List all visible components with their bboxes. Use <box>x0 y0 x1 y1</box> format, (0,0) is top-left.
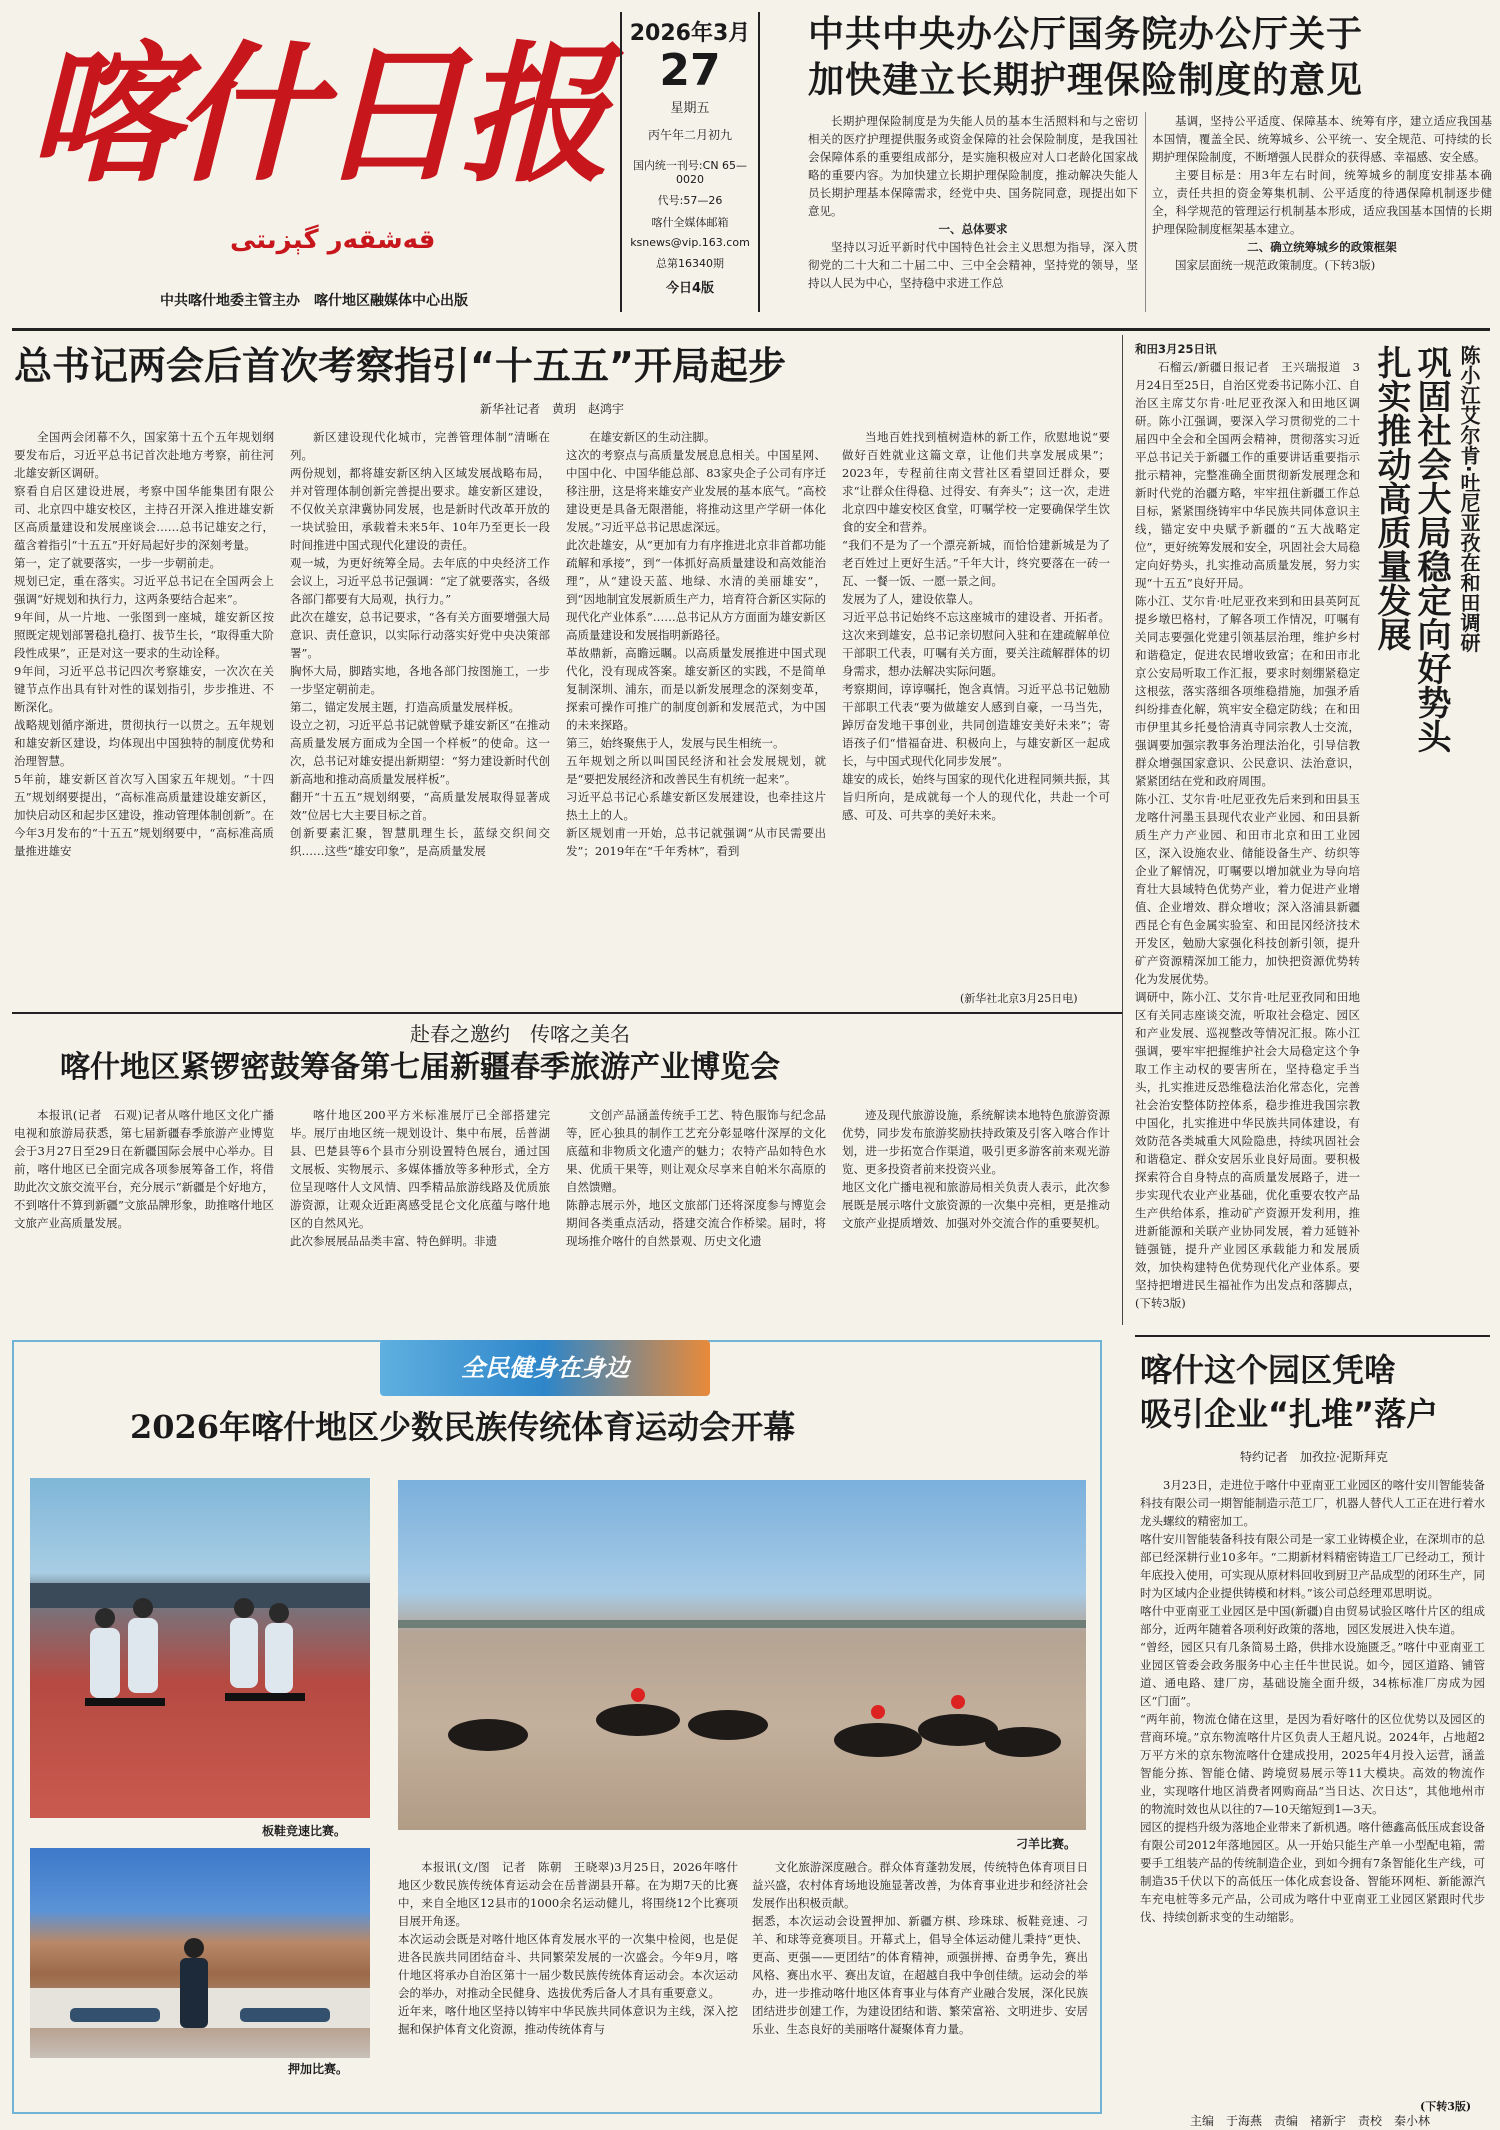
board-shoe-caption: 板鞋竞速比赛。 <box>262 1824 347 1838</box>
top-story-para: 国家层面统一规范政策制度。(下转3版) <box>1175 258 1376 272</box>
right-story-text: 石榴云/新疆日报记者 王兴瑞报道 3月24日至25日，自治区党委书记陈小江、自治区主席艾尔肯·吐尼亚孜深入和田地区调研。陈小江强调，要深入学习贯彻党的二十届四中全会和全国两会精神，贯彻落实习近平总书记关于新疆工作的重要讲话重要指示批示精神，完整准确全面贯彻新发展理念和新时代党的治疆方略，牢牢扭住新疆工作总目标，紧紧围绕铸牢中华民族共同体意识主线，锚定安中央赋予新疆的“五大战略定位”，更好统筹发展和安全，巩固社会大局稳定向好势头，扎实推动高质量发展，努力实现“十五五”良好开局。 陈小江、艾尔肯·吐尼亚孜来到和田县英阿瓦提乡墩巴格村，了解各项工作情况，叮嘱有关同志要强化党建引领基层治理，维护乡村和谐稳定，促进农民增收致富；在和田市北京公安局听取工作汇报，要求时刻绷紧稳定这根弦，落实落细各项维稳措施，加强矛盾纠纷排查化解，筑牢安全稳定防线；在和田市伊里其乡托曼恰清真寺同宗教人士交流，强调要加强宗教事务治理法治化，引导信教群众增强国家意识、公民意识、法治意识，紧紧团结在党和政府周围。 陈小江、艾尔肯·吐尼亚孜先后来到和田县玉龙喀什河墨玉县现代农业产业园、和田县新质生产力产业园、和田市北京和田工业园区，深入设施农业、储能设备生产、纺织等企业了解情况，叮嘱要以增加就业为导向培育壮大县域特色优势产业，着力促进产业增值、企业增效、群众增收；深入洛浦县新疆西昆仑有色金属实验室、和田昆冈经济技术开发区，勉励大家强化科技创新引领，提升矿产资源精深加工能力，加快把资源优势转化为发展优势。 调研中，陈小江、艾尔肯·吐尼亚孜同和田地区有关同志座谈交流，听取社会稳定、园区和产业发展、巡视整改等情况汇报。陈小江强调，要牢牢把握维护社会大局稳定这个争取工作主动权的要害所在，坚持稳定手当头，扎实推进反恐维稳法治化常态化，完善社会治安整体防控体系，稳步推进我国宗教中国化，扎实推进中华民族共同体建设，有效防范各类城重大风险隐患，持续巩固社会和谐稳定、群众安居乐业良好局面。要积极探索符合自身特点的高质量发展路子，进一步实现代农业产业基础，优化重要农牧产品生产供给体系，推动矿产资源开发利用，推进新能源和关联产业协同发展，着力延链补链强链，提升产业园区承载能力和发展质效，加快构建特色优势现代化产业体系。要坚持把增进民生福祉作为出发点和落脚点，(下转3版) <box>1135 360 1360 1310</box>
goat-caption: 刁羊比赛。 <box>1016 1837 1077 1851</box>
lead-text: 新区建设现代化城市，完善管理体制”清晰在列。 两份规划，都将雄安新区纳入区域发展战略布局，并对管理体制创新完善提出要求。雄安新区建设，不仅攸关京津冀协同发展，也是新时代改革开放的一块试验田，承载着未来5年、10年乃至更长一段时间推进中国式现代化建设的责任。 观一城，为更好统筹全局。去年底的中央经济工作会议上，习近平总书记强调：“定了就要落实，各级各部门都要有大局观，执行力。” 此次在雄安，总书记要求，“各有关方面要增强大局意识、责任意识，以实际行动落实好党中央决策部署”。 胸怀大局，脚踏实地，各地各部门按图施工，一步一步坚定朝前走。 第二，锚定发展主题，打造高质量发展样板。 设立之初，习近平总书记就曾赋予雄安新区“在推动高质量发展方面成为全国一个样板”的使命。这一次，总书记对雄安提出新期望：“努力建设新时代创新高地和推动高质量发展样板”。 翻开“十五五”规划纲要，“高质量发展取得显著成效”位居七大主要目标之首。 创新要素汇聚，智慧肌理生长，蓝绿交织间交织……这些“雄安印象”，是高质量发展 <box>290 430 550 858</box>
lead-text: 在雄安新区的生动注脚。 这次的考察点与高质量发展息息相关。中国星网、中国中化、中国华能总部、83家央企子公司有序迁移注册，这是将来雄安产业发展的基本底气。“高校建设更是具备无限潜能，将推动这里产学研一体化发展。”习近平总书记思虑深远。 此次赴雄安，从“更加有力有序推进北京非首都功能疏解和承接”，到“一体抓好高质量建设和高效能治理”，从“建设天蓝、地绿、水清的美丽雄安”，到“因地制宜发展新质生产力，培育符合新区实际的现代化产业体系”……总书记从方方面面为雄安新区高质量建设和发展指明新路径。 革故鼎新，高瞻远瞩。以高质量发展推进中国式现代化，没有现成答案。雄安新区的实践，不是简单复制深圳、浦东，而是以新发展理念的深刻变革，探索可操作可推广的制度创新和发展范式，为中国的未来探路。 第三，始终聚焦于人，发展与民生相统一。 五年规划之所以叫国民经济和社会发展规划，就是“要把发展经济和改善民生有机统一起来”。 习近平总书记心系雄安新区发展建设，也牵挂这片热土上的人。 新区规划甫一开始，总书记就强调“从市民需要出发”；2019年在“千年秀林”，看到 <box>566 430 826 858</box>
right-story-col <box>1135 358 1360 1310</box>
post-code: 代号:57—26 <box>657 194 723 207</box>
date-lunar: 丙午年二月初九 <box>647 128 732 142</box>
sports-banner-text: 全民健身在身边 <box>461 1354 629 1382</box>
masthead-sponsor: 中共喀什地委主管主办 喀什地区融媒体中心出版 <box>160 293 468 309</box>
park-col <box>1140 1476 1485 2096</box>
right-story-dateline: 和田3月25日讯 <box>1135 342 1217 356</box>
expo-text: 迹及现代旅游设施，系统解读本地特色旅游资源优势，同步发布旅游奖励扶持政策及引客入喀合作计划，进一步拓宽合作渠道，吸引更多游客前来观光游览、更多投资者前来投资兴业。 地区文化广播电视和旅游局相关负责人表示，此次参展既是展示喀什文旅资源的一次集中亮相，更是推动文旅产业提质增效、加强对外交流合作的重要契机。 <box>842 1108 1110 1230</box>
lead-col2 <box>290 428 550 1006</box>
lead-text: 当地百姓找到植树造林的新工作，欣慰地说“要做好百姓就业这篇文章，让他们共享发展成果”；2023年，专程前往南文营社区看望回迁群众，要求“让群众住得稳、过得安、有奔头”；这一次，走进北京四中雄安校区食堂，叮嘱学校一定要确保学生饮食的安全和营养。 “我们不是为了一个漂亮新城，而恰恰建新城是为了老百姓过上更好生活。”千年大计，终究要落在一砖一瓦、一餐一饭、一愿一景之间。 发展为了人，建设依靠人。 习近平总书记始终不忘这座城市的建设者、开拓者。这次来到雄安，总书记亲切慰问入驻和在建疏解单位干部职工代表，叮嘱有关方面，要关注疏解群体的切身需求，想办法解决实际问题。 考察期间，谆谆嘱托，饱含真情。习近平总书记勉励干部职工代表“要为做雄安人感到自豪，一马当先，踔厉奋发地干事创业，共同创造雄安美好未来”；寄语孩子们“惜福奋进、积极向上，与雄安新区一起成长，与中国式现代化同步发展”。 雄安的成长，始终与国家的现代化进程同频共振，其旨归所向，是成就每一个人的现代化，共赴一个可感、可及、可共享的美好未来。 <box>842 430 1110 822</box>
right-story-title-1: 巩固社会大局稳定向好势头 <box>1411 345 1451 753</box>
tug-caption: 押加比赛。 <box>288 2062 349 2076</box>
top-story-para: 基调，坚持公平适度、保障基本、统筹有序，建立适应我国基本国情，覆盖全民、统筹城乡、公平统一、安全规范、可持续的长期护理保险制度，不断增强人民群众的获得感、幸福感、安全感。 <box>1152 114 1492 164</box>
top-story-para: 坚持以习近平新时代中国特色社会主义思想为指导，深入贯彻党的二十大和二十届二中、三中全会精神，坚持党的领导，坚持以人民为中心，坚持稳中求进工作总 <box>808 240 1138 290</box>
right-story-kicker: 陈小江艾尔肯·吐尼亚孜在和田调研 <box>1457 345 1481 653</box>
expo-title: 喀什地区紧锣密鼓筹备第七届新疆春季旅游产业博览会 <box>60 1050 780 1085</box>
expo-kicker: 赴春之邀约 传喀之美名 <box>410 1022 630 1046</box>
expo-col2 <box>290 1106 550 1326</box>
expo-col4 <box>842 1106 1110 1326</box>
sports-text: 本报讯(文/图 记者 陈朝 王晓翠)3月25日，2026年喀什地区少数民族传统体育运动会在岳普湖县开幕。在为期7天的比赛中，来自全地区12县市的1000余名运动健儿，将围绕12个比赛项目展开角逐。 本次运动会既是对喀什地区体育发展水平的一次集中检阅，也是促进各民族共同团结奋斗、共同繁荣发展的一次盛会。今年9月，喀什地区将承办自治区第十一届少数民族传统体育运动会。本次运动会的举办，对推动全民健身、选拔优秀后备人才具有重要意义。 近年来，喀什地区坚持以铸牢中华民族共同体意识为主线，深入挖掘和保护体育文化资源，推动传统体育与 <box>398 1860 738 2036</box>
park-byline: 特约记者 加孜拉·泥斯拜克 <box>1240 1450 1388 1464</box>
sports-title: 2026年喀什地区少数民族传统体育运动会开幕 <box>130 1408 796 1446</box>
sports-banner <box>380 1340 710 1396</box>
top-story-section2: 二、确立统筹城乡的政策框架 <box>1247 240 1397 254</box>
masthead-title: 喀什日报 <box>28 27 605 203</box>
top-story-section1: 一、总体要求 <box>938 222 1008 236</box>
mailbox-label: 喀什全媒体邮箱 <box>651 216 729 229</box>
goat-grabbing-horses <box>398 1480 1086 1830</box>
park-title-line2: 吸引企业“扎堆”落户 <box>1140 1395 1439 1433</box>
sports-col2 <box>752 1858 1088 2108</box>
board-shoe-race-photo <box>30 1478 370 1818</box>
tug-of-war-photo <box>30 1848 370 2058</box>
top-story-para: 长期护理保险制度是为失能人员的基本生活照料和与之密切相关的医疗护理提供服务或资金保障的社会保险制度，是我国社会保障体系的重要组成部分，是实施积极应对人口老龄化国家战略的重要内容。为加快建立长期护理保险制度，推动解决失能人员长期护理基本保障需求，经党中央、国务院同意，现提出如下意见。 <box>808 114 1138 218</box>
date-weekday: 星期五 <box>670 101 710 116</box>
goat-grabbing-photo <box>398 1480 1086 1830</box>
lead-byline: 新华社记者 黄玥 赵鸿宇 <box>480 402 625 416</box>
expo-col3 <box>566 1106 826 1326</box>
date-year-month: 2026年3月 <box>629 21 751 46</box>
board-shoe-race-figures <box>30 1478 370 1818</box>
sports-text: 文化旅游深度融合。群众体育蓬勃发展，传统特色体育项目日益兴盛，农村体育场地设施显著改善，为体育事业进步和经济社会发展作出积极贡献。 据悉，本次运动会设置押加、新疆方棋、珍珠球、板鞋竞速、刁羊、和球等竞赛项目。开幕式上，倡导全体运动健儿秉持“更快、更高、更强——更团结”的体育精神，顽强拼搏、奋勇争先，赛出风格、赛出水平、赛出友谊，在超越自我中争创佳绩。运动会的举办，进一步推动喀什地区体育事业与体育产业融合发展，深化民族团结进步创建工作，为建设团结和谐、繁荣富裕、文明进步、安居乐业、生态良好的美丽喀什凝聚体育力量。 <box>752 1860 1088 2036</box>
park-title <box>1140 1348 1485 1436</box>
cn-number: 国内统一刊号:CN 65—0020 <box>632 159 748 186</box>
tug-of-war-figures <box>30 1848 370 2058</box>
top-story-para: 主要目标是：用3年左右时间，统筹城乡的制度安排基本确立，责任共担的资金筹集机制、公平适度的待遇保障机制逐步健全，科学规范的管理运行机制基本形成，适应我国基本国情的长期护理保险制度框架基本建立。 <box>1152 168 1492 236</box>
lead-col3 <box>566 428 826 1006</box>
top-story-title-line2: 加快建立长期护理保险制度的意见 <box>808 60 1364 101</box>
lead-credit: (新华社北京3月25日电) <box>960 992 1078 1005</box>
expo-text: 喀什地区200平方米标准展厅已全部搭建完毕。展厅由地区统一规划设计、集中布展，岳普湖县、巴楚县等6个县市分别设置特色展台，通过国文展板、实物展示、多媒体播放等多种形式，全方位呈现喀什人文风情、四季精品旅游线路及优质旅游资源，让观众近距离感受昆仑文化底蕴与喀什地区的自然风光。 此次参展展品品类丰富、特色鲜明。非遗 <box>290 1108 550 1248</box>
date-box <box>620 12 760 312</box>
lead-text: 全国两会闭幕不久，国家第十五个五年规划纲要发布后，习近平总书记首次赴地方考察，前往河北雄安新区调研。 察看自启区建设进展，考察中国华能集团有限公司、北京四中雄安校区，主持召开深入推进雄安新区高质量建设和发展座谈会……总书记雄安之行，蕴含着指引“十五五”开好局起好步的深刻考量。 第一，定了就要落实，一步一步朝前走。 规划已定，重在落实。习近平总书记在全国两会上强调“好规划和执行力，这两条要结合起来”。 9年间，从一片地、一张图到一座城，雄安新区按照既定规划部署稳扎稳打、拔节生长，“取得重大阶段性成果”，正是对这一要求的生动诠释。 9年间，习近平总书记四次考察雄安，一次次在关键节点作出具有针对性的谋划指引，步步推进、不断深化。 战略规划循序渐进，贯彻执行一以贯之。五年规划和雄安新区建设，均体现出中国独特的制度优势和治理智慧。 5年前，雄安新区首次写入国家五年规划。“十四五”规划纲要提出，“高标准高质量建设雄安新区，加快启动区和起步区建设，推动管理体制创新”。在今年3月发布的“十五五”规划纲要中，“高标准高质量推进雄安 <box>14 430 274 858</box>
sports-col1 <box>398 1858 738 2108</box>
page-count: 今日4版 <box>665 281 715 296</box>
email: ksnews@vip.163.com <box>630 236 750 249</box>
park-continued: (下转3版) <box>1420 2100 1472 2113</box>
lead-col1 <box>14 428 274 1006</box>
top-story-title-line1: 中共中央办公厅国务院办公厅关于 <box>808 14 1364 55</box>
footer-editors: 主编 于海燕 责编 褚新宇 责校 秦小林 <box>1190 2114 1431 2128</box>
park-text: 3月23日，走进位于喀什中亚南亚工业园区的喀什安川智能装备科技有限公司一期智能制造示范工厂，机器人替代人工正在进行着水龙头螺纹的精密加工。 喀什安川智能装备科技有限公司是一家工业铸模企业，在深圳市的总部已经深耕行业10多年。“二期新材料精密铸造工厂已经动工，预计年底投入使用，可实现从原材料回收到厨卫产品成型的闭环生产，同时为区域内企业提供铸模和材料。”该公司总经理邓思明说。 喀什中亚南亚工业园区是中国(新疆)自由贸易试验区喀什片区的组成部分，近两年随着各项利好政策的落地，园区发展进入快车道。 “曾经，园区只有几条简易土路，供排水设施匮乏。”喀什中亚南亚工业园区管委会政务服务中心主任牛世民说。如今，园区道路、铺管道、通电路、建厂房，基础设施全面升级，34栋标准厂房成为园区“门面”。 “两年前，物流仓储在这里，是因为看好喀什的区位优势以及园区的营商环境。”京东物流喀什片区负责人王超凡说。2024年，占地超2万平方米的京东物流喀什仓建成投用，2025年4月投入运营，涵盖智能分拣、智能仓储、跨境贸易展示等11大模块。高效的物流作业，实现喀什地区消费者网购商品“当日达、次日达”，其他地州市的物流时效也从以往的7—10天缩短到1—3天。 园区的提档升级为落地企业带来了新机遇。喀什德鑫高低压成套设备有限公司2012年落地园区。从一开始只能生产单一小型配电箱，需要手工组装产品的传统制造企业，到如今拥有7条智能化生产线，可制造35千伏以下的高低压一体化成套设备、智能环网柜、新能源汽车充电桩等多元产品，公司成为喀什中亚南亚工业园区紧跟时代步伐、持续创新求变的生动缩影。 <box>1140 1478 1485 1924</box>
lead-col4 <box>842 428 1110 988</box>
lead-title: 总书记两会后首次考察指引“十五五”开局起步 <box>14 344 786 388</box>
date-day: 27 <box>659 45 721 96</box>
expo-text: 本报讯(记者 石观)记者从喀什地区文化广播电视和旅游局获悉，第七届新疆春季旅游产业博览会于3月27日至29日在新疆国际会展中心举办。目前，喀什地区已全面完成各项参展筹备工作，将借助此次文旅交流平台，充分展示“新疆是个好地方，不到喀什不算到新疆”文旅品牌形象，助推喀什地区文旅产业高质量发展。 <box>14 1108 274 1230</box>
top-story-title <box>808 12 1498 104</box>
top-story-col1 <box>808 112 1138 317</box>
expo-col1 <box>14 1106 274 1326</box>
issue-number: 总第16340期 <box>656 257 724 270</box>
park-title-line1: 喀什这个园区凭啥 <box>1140 1351 1397 1389</box>
top-story-col2 <box>1152 112 1492 317</box>
right-story-title-2: 扎实推动高质量发展 <box>1371 345 1411 651</box>
expo-text: 文创产品涵盖传统手工艺、特色服饰与纪念品等，匠心独具的制作工艺充分彰显喀什深厚的文化底蕴和非物质文化遗产的魅力；农特产品如特色水果、优质干果等，则让观众尽享来自帕米尔高原的自然馈赠。 陈静志展示外，地区文旅部门还将深度参与博览会期间各类重点活动，搭建交流合作桥梁。届时，将现场推介喀什的自然景观、历史文化遗 <box>566 1108 826 1248</box>
masthead-uyghur: قەشقەر گېزىتى <box>230 225 436 255</box>
